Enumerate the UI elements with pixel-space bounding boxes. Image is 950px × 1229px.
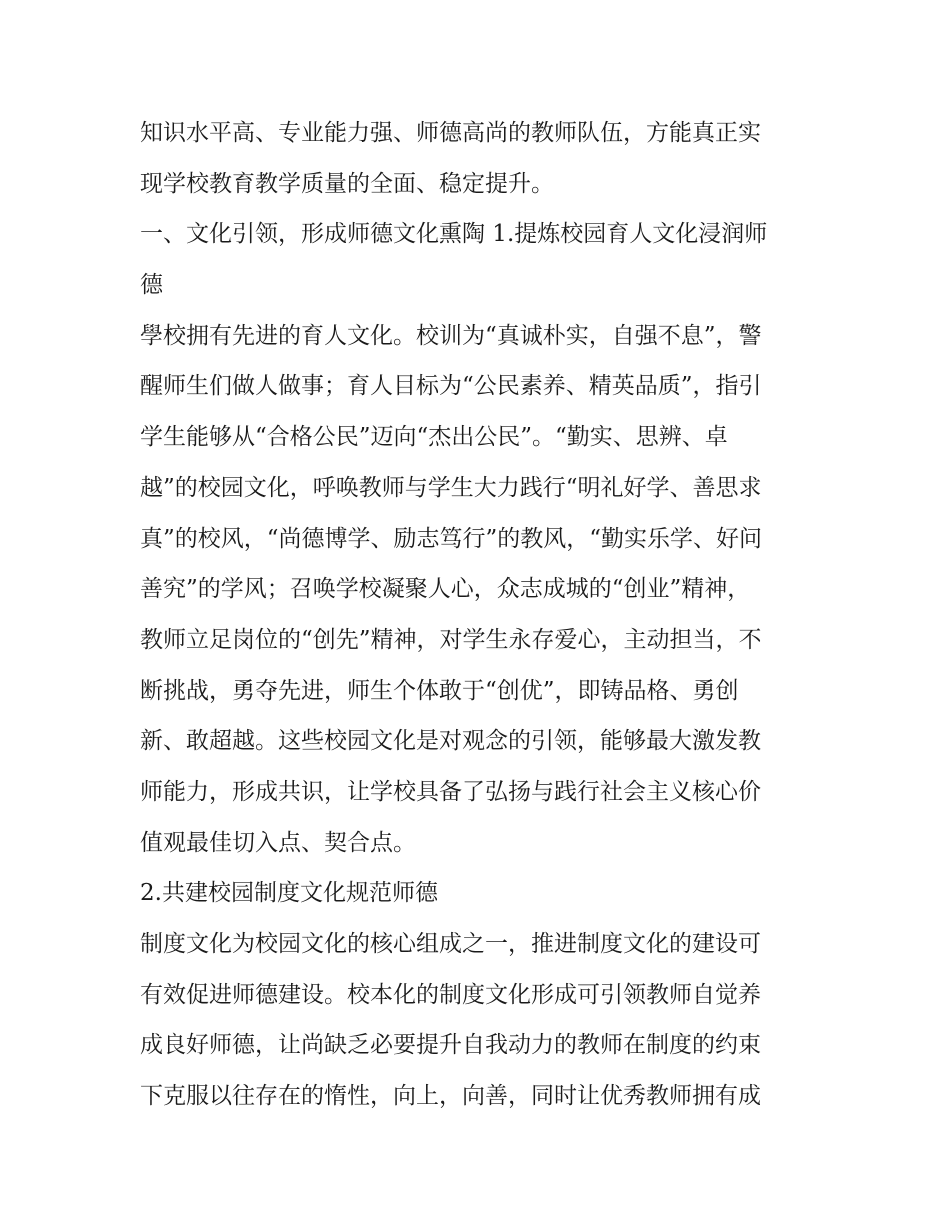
text-line: 醒师生们做人做事；育人目标为“公民素养、精英品质”，指引 (140, 373, 762, 400)
text-line: 真”的校风，“尚德博学、励志笃行”的教风，“勤实乐学、好问 (140, 525, 763, 552)
text-line: 有效促进师德建设。校本化的制度文化形成可引领教师自觉养 (140, 981, 761, 1008)
text-line: 越”的校园文化，呼唤教师与学生大力践行“明礼好学、善思求 (140, 474, 762, 501)
text-line: 值观最佳切入点、契合点。 (140, 829, 416, 856)
body-text (140, 108, 820, 1122)
text-line: 下克服以往存在的惰性，向上，向善，同时让优秀教师拥有成 (140, 1083, 761, 1110)
text-line: 學校拥有先进的育人文化。校训为“真诚朴实，自强不息”，警 (140, 322, 762, 349)
text-line: 现学校教育教学质量的全面、稳定提升。 (140, 170, 554, 197)
text-line: 断挑战，勇夺先进，师生个体敢于“创优”，即铸品格、勇创 (140, 677, 739, 704)
subsection-heading: 2.共建校园制度文化规范师德 (140, 880, 438, 907)
text-line: 制度文化为校园文化的核心组成之一，推进制度文化的建设可 (140, 931, 761, 957)
section-heading: 一、文化引领，形成师德文化熏陶 1.提炼校园育人文化浸润师 (140, 221, 768, 248)
section-heading: 德 (140, 272, 163, 299)
text-line: 知识水平高、专业能力强、师德高尚的教师队伍，方能真正实 (140, 120, 761, 146)
text-line: 教师立足岗位的“创先”精神，对学生永存爱心，主动担当，不 (140, 626, 762, 653)
text-line: 善究”的学风；召唤学校凝聚人心，众志成城的“创业”精神， (140, 576, 751, 603)
text-line: 新、敢超越。这些校园文化是对观念的引领，能够最大激发教 (140, 728, 761, 755)
text-line: 学生能够从“合格公民”迈向“杰出公民”。“勤实、思辨、卓 (140, 424, 728, 451)
text-line: 成良好师德，让尚缺乏必要提升自我动力的教师在制度的约束 (140, 1032, 761, 1059)
text-line: 师能力，形成共识，让学校具备了弘扬与践行社会主义核心价 (140, 778, 761, 805)
